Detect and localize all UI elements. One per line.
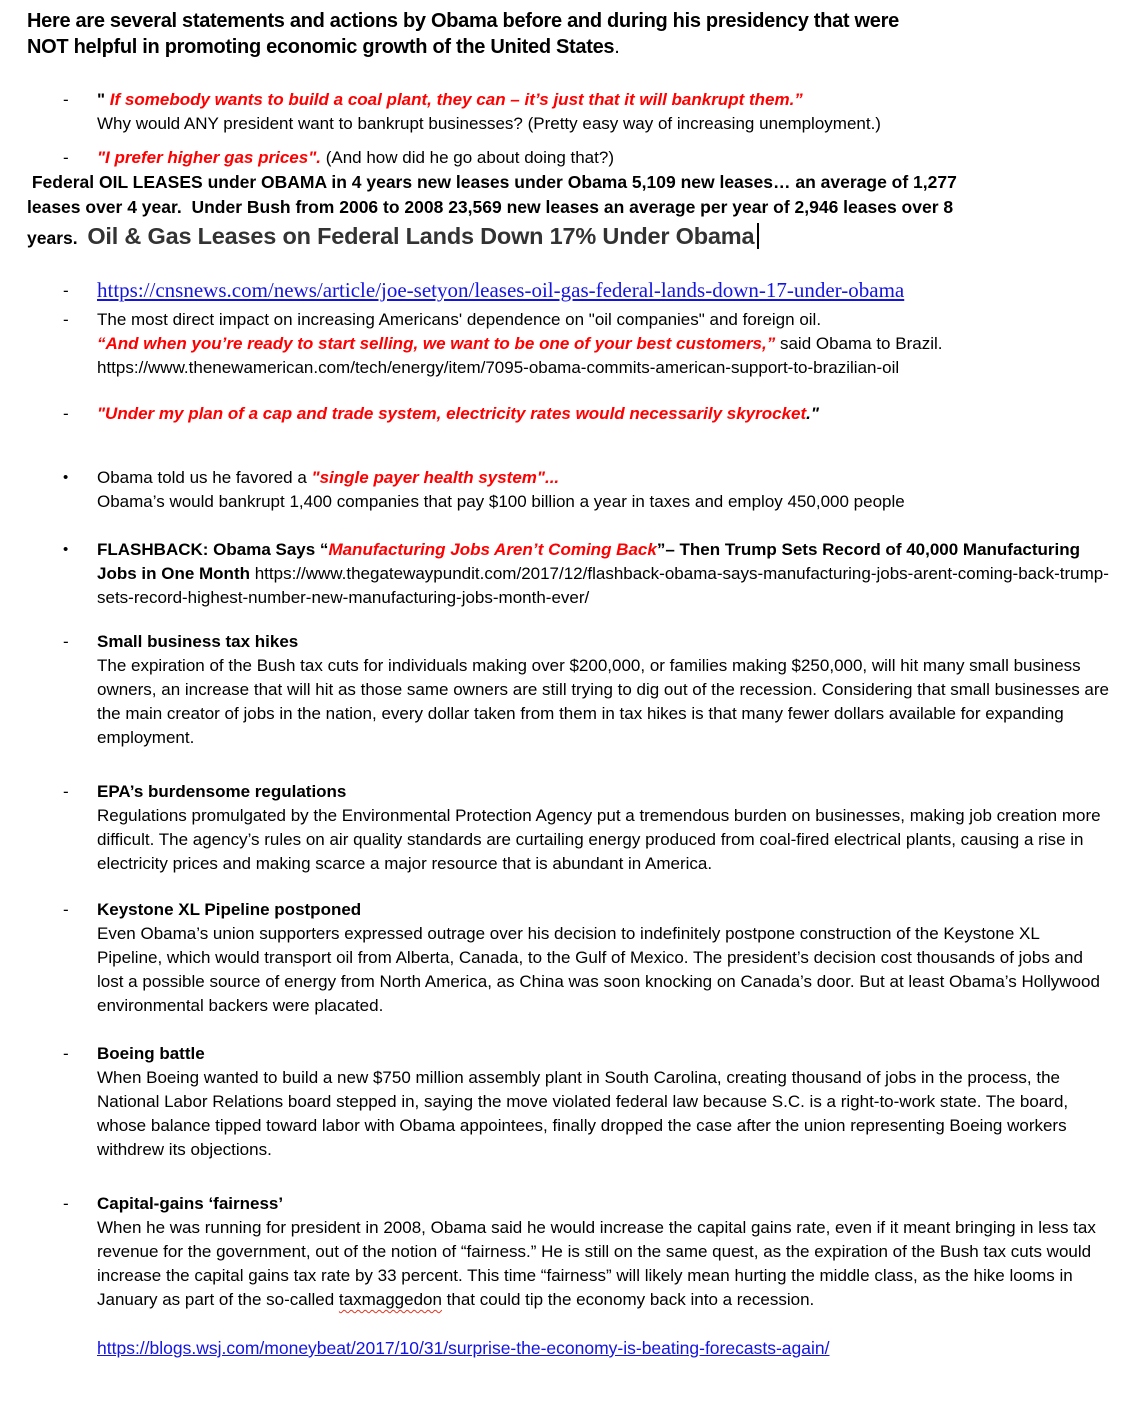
bullet-content [97,146,1109,170]
oil-gas-headline: Oil & Gas Leases on Federal Lands Down 17% Under Obama [87,223,755,249]
oil-leases-line-3 [27,220,1112,255]
keystone-title: Keystone XL Pipeline postponed [97,900,362,919]
oil-leases-prefix: years. [27,228,88,248]
bullet-boeing-battle [63,1042,1112,1162]
bullet-keystone-pipeline [63,898,1112,1018]
cap-trade-line [97,402,1109,426]
gas-prices-quote: "I prefer higher gas prices". [97,148,321,167]
single-payer-quote: "single payer health system"... [311,468,560,487]
single-payer-intro: Obama told us he favored a [97,468,312,487]
cap-trade-quote-end: ." [806,404,819,423]
small-business-body: The expiration of the Bush tax cuts for individuals making over $200,000, or families making $250,000, will hit many small business owners, an increase that will hit as those same owners are still trying to dig out of the recession. Considering that small businesses are the main creator of jobs in the nation, every dollar taken from them in tax hikes is that many fewer dollars available for expanding employment. [97,656,1109,747]
dash-bullet-marker: - [63,148,69,167]
dash-bullet-marker: - [63,404,69,423]
manufacturing-jobs-quote: Manufacturing Jobs Aren’t Coming Back [328,540,657,559]
bullet-content [97,538,1109,610]
wsj-link[interactable]: https://blogs.wsj.com/moneybeat/2017/10/31/surprise-the-economy-is-beating-forecasts-again/ [97,1338,830,1358]
bullet-cap-and-trade [63,402,1112,426]
bullet-content [97,88,1109,136]
coal-plant-comment: Why would ANY president want to bankrupt businesses? (Pretty easy way of increasing unemployment.) [97,114,881,133]
text-cursor [757,223,759,249]
brazil-quote-line [97,332,1109,356]
cap-trade-quote: "Under my plan of a cap and trade system, electricity rates would necessarily skyrocket [97,404,807,423]
flashback-trump-record: ”– Then Trump Sets Record of 40,000 Manufacturing Jobs in One Month [97,540,1081,583]
capital-gains-body [97,1216,1109,1312]
bullet-content [97,466,1109,514]
bullet-coal-plant [63,88,1112,136]
oil-leases-line-2: leases over 4 year. Under Bush from 2006 to 2008 23,569 new leases an average per year of 2,946 leases over 8 [27,197,954,217]
dash-bullet-marker: - [63,310,69,329]
bullet-content [97,275,1109,306]
bullet-cnsnews-link [63,275,1112,306]
dash-bullet-marker: - [63,632,69,651]
bullet-flashback-manufacturing [63,538,1112,610]
bullet-content [97,780,1109,876]
brazil-quote: “And when you’re ready to start selling, we want to be one of your best customers,” [97,334,776,353]
single-payer-detail: Obama’s would bankrupt 1,400 companies that pay $100 billion a year in taxes and employ 450,000 people [97,492,905,511]
dash-bullet-marker: - [63,900,69,919]
coal-plant-quote-line [97,88,1109,112]
capital-gains-body-part2: that could tip the economy back into a recession. [441,1290,815,1309]
dot-bullet-marker: • [63,541,69,558]
coal-plant-quote: If somebody wants to build a coal plant, they can – it’s just that it will bankrupt them.” [109,90,803,109]
document-heading [27,8,1112,60]
epa-body: Regulations promulgated by the Environmental Protection Agency put a tremendous burden on businesses, making job creation more difficult. The agency’s rules on air quality standards are curtailing energy produced from coal-fired electrical plants, causing a rise in electricity prices and making scarce a major resource that is abundant in America. [97,806,1101,873]
gatewaypundit-url: https://www.thegatewaypundit.com/2017/12/flashback-obama-says-manufacturing-jobs-arent-coming-back-trump-sets-record-highest-number-new-manufacturing-jobs-month-ever/ [97,564,1109,607]
bullet-content [97,1192,1109,1312]
epa-title: EPA’s burdensome regulations [97,782,347,801]
heading-line-2: NOT helpful in promoting economic growth of the United States. [27,36,620,58]
thenewamerican-url: https://www.thenewamerican.com/tech/energy/item/7095-obama-commits-american-support-to-brazilian-oil [97,358,900,377]
gas-prices-comment: (And how did he go about doing that?) [320,148,614,167]
bullet-small-business-tax-hikes [63,630,1112,750]
dash-bullet-marker: - [63,1194,69,1213]
bullet-content [97,402,1109,426]
paragraph-federal-oil-leases [27,170,1112,255]
dash-bullet-marker: - [63,90,69,109]
dot-bullet-marker: • [63,469,69,486]
keystone-body: Even Obama’s union supporters expressed outrage over his decision to indefinitely postpone construction of the Keystone XL Pipeline, which would transport oil from Alberta, Canada, to the Gulf of Mexico. The president’s decision cost thousands of jobs and lost a possible source of energy from North America, as China was soon knocking on Canada’s door. But at least Obama’s Hollywood environmental backers were placated. [97,924,1100,1015]
heading-line-1: Here are several statements and actions by Obama before and during his presidency that were [27,10,899,32]
bullet-content [97,308,1109,380]
quote-open-mark: " [97,90,110,109]
dash-bullet-marker: - [63,782,69,801]
boeing-title: Boeing battle [97,1044,205,1063]
brazil-attribution: said Obama to Brazil. [775,334,943,353]
capital-gains-body-part1: When he was running for president in 2008, Obama said he would increase the capital gains rate, even if it meant bringing in less tax revenue for the government, out of the notion of “fairness.” He is still on the same quest, as the expiration of the Bush tax cuts would increase the capital gains tax rate by 33 percent. This time “fairness” will likely mean hurting the middle class, as the hike looms in January as part of the so-called [97,1218,1096,1309]
heading-period: . [614,36,620,58]
small-business-title: Small business tax hikes [97,632,299,651]
boeing-body: When Boeing wanted to build a new $750 million assembly plant in South Carolina, creating thousand of jobs in the process, the National Labor Relations board stepped in, saying the move violated federal law because S.C. is a right-to-work state. The board, whose balance tipped toward labor with Obama appointees, finally dropped the case after the union representing Boeing workers withdrew its objections. [97,1068,1069,1159]
bullet-content [97,630,1109,750]
bullet-capital-gains [63,1192,1112,1312]
bullet-content [97,1042,1109,1162]
single-payer-line [97,466,1109,490]
gas-prices-line [97,146,1109,170]
oil-dependence-line: The most direct impact on increasing Americans' dependence on "oil companies" and foreign oil. [97,310,822,329]
misspelled-word-taxmaggedon: taxmaggedon [338,1290,442,1309]
dash-bullet-marker: - [63,1044,69,1063]
wsj-link-row [97,1336,1112,1361]
capital-gains-title: Capital-gains ‘fairness’ [97,1194,284,1213]
oil-leases-line-1: Federal OIL LEASES under OBAMA in 4 years new leases under Obama 5,109 new leases… an average of 1,277 [27,172,957,192]
bullet-oil-dependence [63,308,1112,380]
bullet-single-payer [63,466,1112,514]
bullet-gas-prices [63,146,1112,170]
bullet-epa-regulations [63,780,1112,876]
dash-bullet-marker: - [63,281,69,300]
bullet-content [97,898,1109,1018]
cnsnews-link[interactable]: https://cnsnews.com/news/article/joe-setyon/leases-oil-gas-federal-lands-down-17-under-obama [97,278,905,302]
flashback-lead: FLASHBACK: Obama Says “ [97,540,329,559]
